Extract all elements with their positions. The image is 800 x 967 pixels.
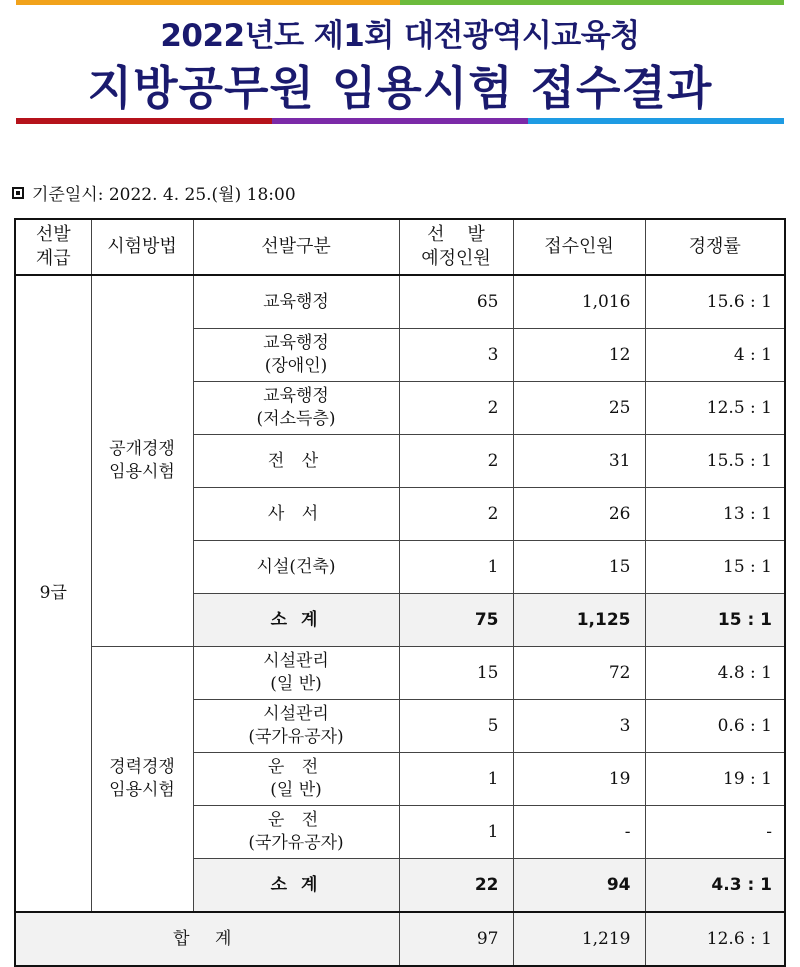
category-cell: 시설관리 (일 반) [193,647,399,700]
method-cell-open: 공개경쟁 임용시험 [91,275,193,647]
ratio-cell: 4.3 : 1 [645,859,785,913]
table-row [15,647,785,700]
applicants-cell: 26 [513,488,645,541]
planned-cell: 65 [399,275,513,329]
total-row [15,912,785,966]
applicants-cell: 19 [513,753,645,806]
applicants-cell: 1,219 [513,912,645,966]
category-cell: 시설관리 (국가유공자) [193,700,399,753]
page-title-line2: 지방공무원 임용시험 접수결과 [87,61,713,115]
page-title-line1: 2022년도 제1회 대전광역시교육청 [160,18,640,54]
ratio-cell: 12.5 : 1 [645,382,785,435]
base-date [12,180,296,205]
category-cell: 교육행정 (저소득층) [193,382,399,435]
ratio-cell: 15 : 1 [645,541,785,594]
top-accent-bar [16,0,784,5]
ratio-cell: 15.6 : 1 [645,275,785,329]
results-table [14,218,786,967]
planned-cell: 2 [399,488,513,541]
category-cell: 시설(건축) [193,541,399,594]
ratio-cell: 15 : 1 [645,594,785,647]
applicants-cell: 25 [513,382,645,435]
header-method: 시험방법 [91,219,193,275]
subtotal-label: 소 계 [193,859,399,913]
category-cell: 사 서 [193,488,399,541]
planned-cell: 2 [399,435,513,488]
square-bullet-icon [12,187,24,199]
header-applicants: 접수인원 [513,219,645,275]
applicants-cell: 94 [513,859,645,913]
category-cell: 운 전 (국가유공자) [193,806,399,859]
planned-cell: 22 [399,859,513,913]
applicants-cell: 1,016 [513,275,645,329]
planned-cell: 1 [399,541,513,594]
planned-cell: 1 [399,806,513,859]
title-underline-bar [16,118,784,124]
category-cell: 전 산 [193,435,399,488]
applicants-cell: 1,125 [513,594,645,647]
subtotal-label: 소 계 [193,594,399,647]
ratio-cell: 15.5 : 1 [645,435,785,488]
header-planned: 선 발 예정인원 [399,219,513,275]
planned-cell: 97 [399,912,513,966]
ratio-cell: 19 : 1 [645,753,785,806]
grade-cell: 9급 [15,275,91,912]
applicants-cell: 3 [513,700,645,753]
applicants-cell: 15 [513,541,645,594]
method-cell-career: 경력경쟁 임용시험 [91,647,193,913]
category-cell: 운 전 (일 반) [193,753,399,806]
category-cell: 교육행정 (장애인) [193,329,399,382]
applicants-cell: 72 [513,647,645,700]
base-date-text: 기준일시: 2022. 4. 25.(월) 18:00 [32,185,296,205]
total-label: 합 계 [15,912,399,966]
applicants-cell: 31 [513,435,645,488]
header-grade: 선발 계급 [15,219,91,275]
planned-cell: 2 [399,382,513,435]
header-ratio: 경쟁률 [645,219,785,275]
ratio-cell: 13 : 1 [645,488,785,541]
table-header-row [15,219,785,275]
applicants-cell: 12 [513,329,645,382]
ratio-cell: 4.8 : 1 [645,647,785,700]
category-cell: 교육행정 [193,275,399,329]
planned-cell: 15 [399,647,513,700]
ratio-cell: - [645,806,785,859]
planned-cell: 1 [399,753,513,806]
header-category: 선발구분 [193,219,399,275]
planned-cell: 5 [399,700,513,753]
planned-cell: 3 [399,329,513,382]
table-row [15,275,785,329]
ratio-cell: 4 : 1 [645,329,785,382]
planned-cell: 75 [399,594,513,647]
ratio-cell: 12.6 : 1 [645,912,785,966]
ratio-cell: 0.6 : 1 [645,700,785,753]
applicants-cell: - [513,806,645,859]
